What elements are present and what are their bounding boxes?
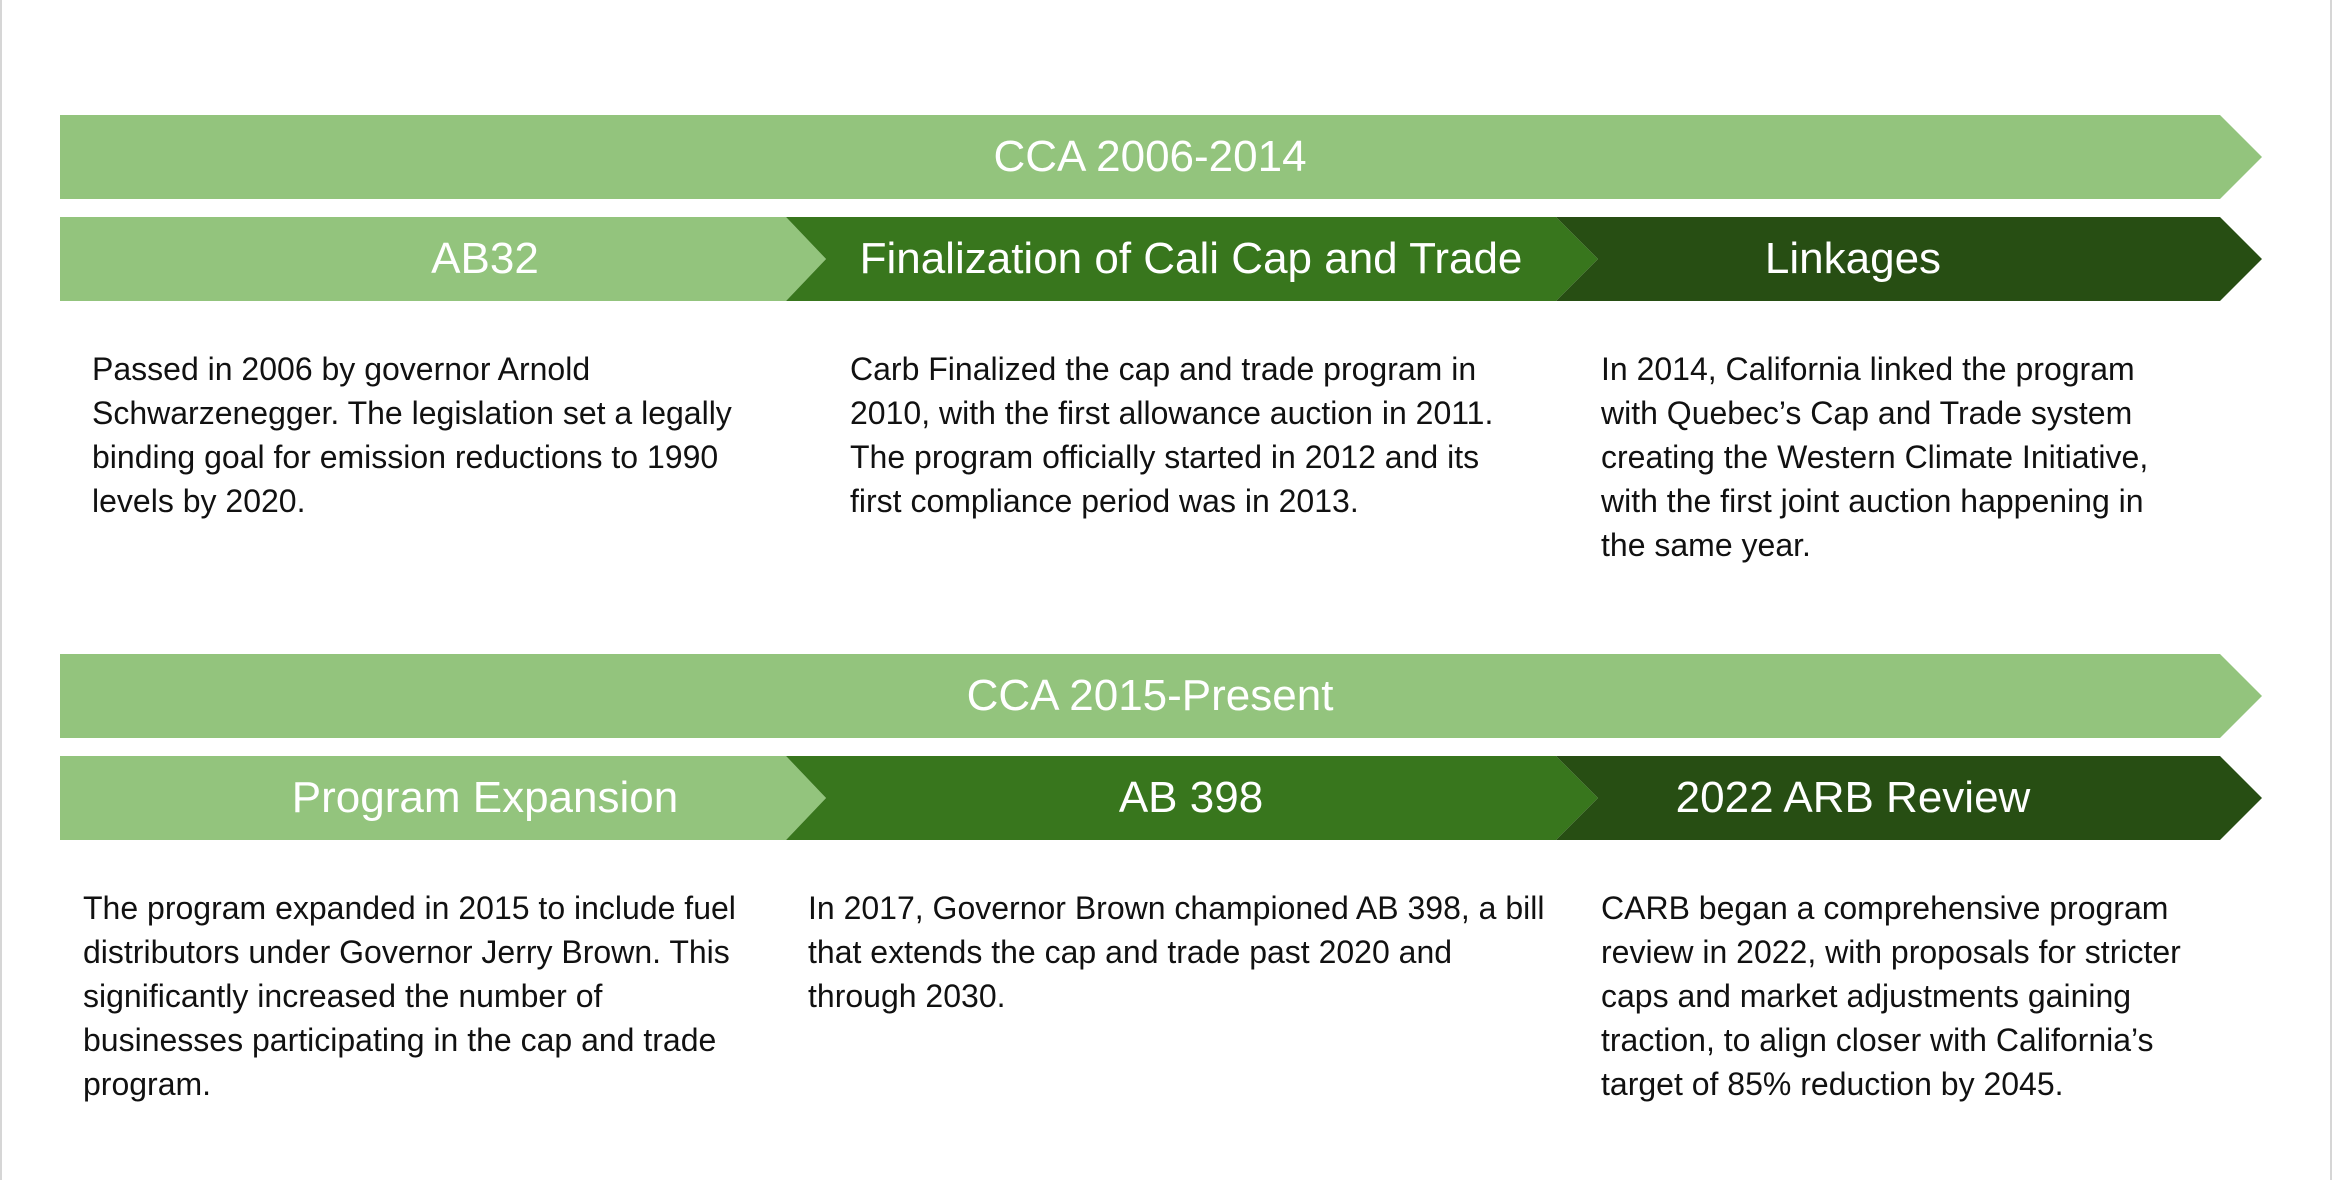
- section-2-stage-3-description: CARB began a comprehensive program review in 2022, with proposals for stricter caps and market adjustments gaining traction, to align closer with California’s target of 85% reduction by 2045.: [1601, 890, 2181, 1102]
- section-1-stage-1-title: AB32: [431, 234, 539, 283]
- section-1-stage-2-description: Carb Finalized the cap and trade program in 2010, with the first allowance auction in 2011. The program officially started in 2012 and its first compliance period was in 2013.: [850, 351, 1494, 519]
- section-2-stage-2-description: In 2017, Governor Brown championed AB 398, a bill that extends the cap and trade past 2020 and through 2030.: [808, 890, 1545, 1014]
- section-1-stage-3-description: In 2014, California linked the program with Quebec’s Cap and Trade system creating the Western Climate Initiative, with the first joint auction happening in the same year.: [1601, 351, 2149, 563]
- section-1-stage-1-description: Passed in 2006 by governor Arnold Schwarzenegger. The legislation set a legally binding goal for emission reductions to 1990 levels by 2020.: [92, 351, 732, 519]
- section-2-header-label: CCA 2015-Present: [966, 671, 1334, 720]
- section-2-stage-3-title: 2022 ARB Review: [1675, 773, 2031, 822]
- section-2-stage-2-title: AB 398: [1118, 773, 1264, 822]
- section-1-header-label: CCA 2006-2014: [993, 132, 1307, 181]
- section-2-stage-1-title: Program Expansion: [291, 773, 679, 822]
- section-1-stage-3-title: Linkages: [1764, 234, 1942, 283]
- section-1-stage-2-title: Finalization of Cali Cap and Trade: [859, 234, 1523, 283]
- section-2-stage-1-description: The program expanded in 2015 to include fuel distributors under Governor Jerry Brown. This significantly increased the number of businesses participating in the cap and trade program.: [83, 890, 736, 1102]
